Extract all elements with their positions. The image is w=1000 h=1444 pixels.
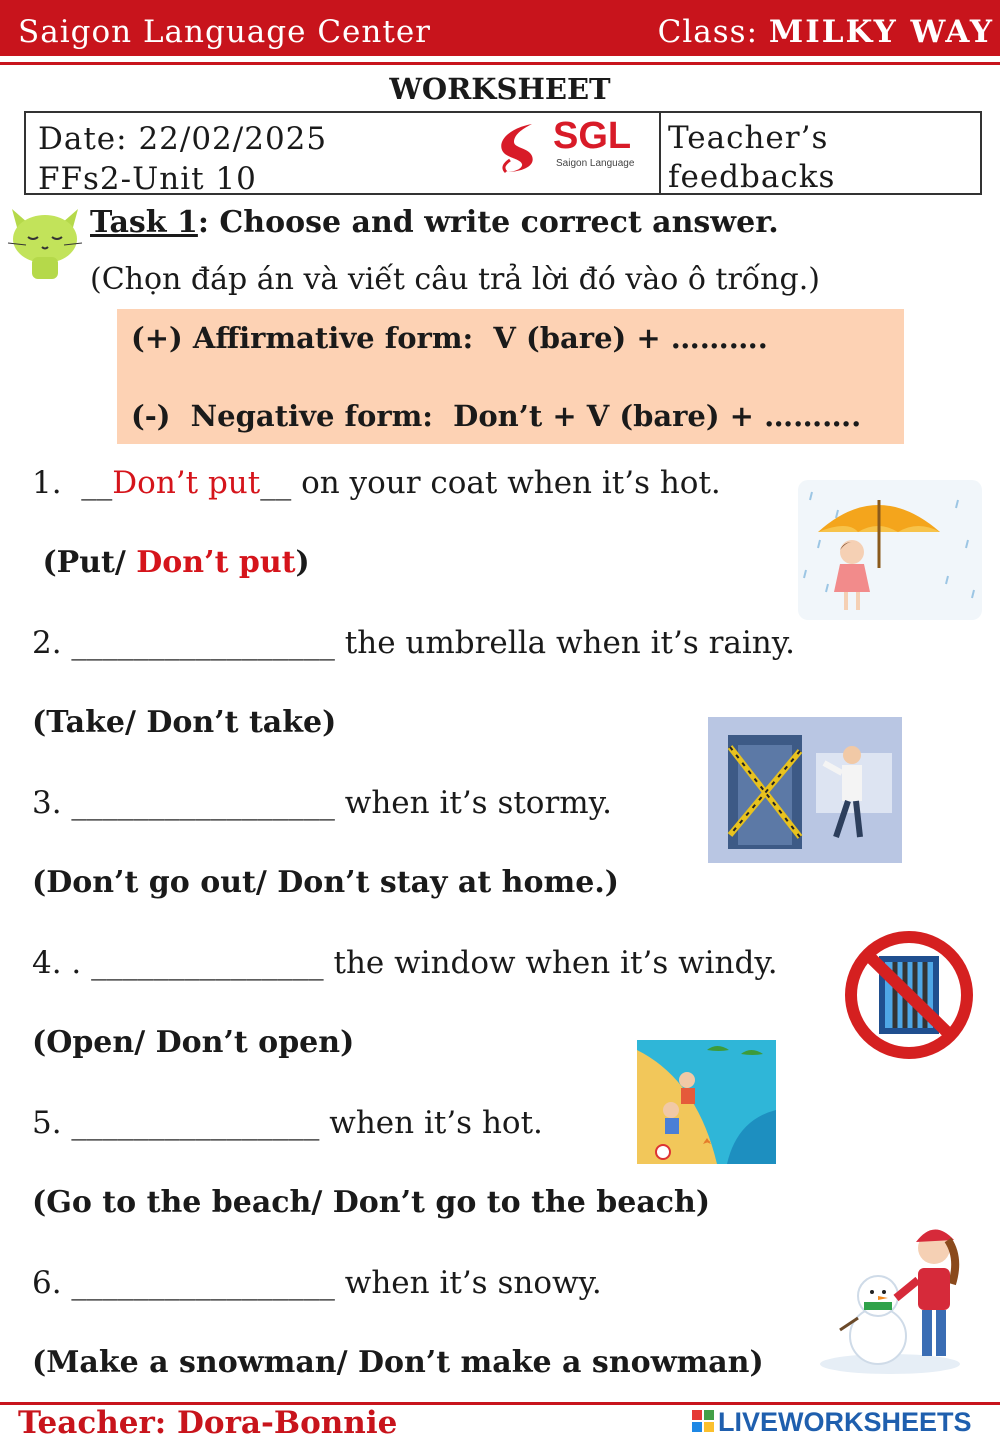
question-1-text: __ on your coat when it’s hot. bbox=[260, 465, 721, 501]
question-2[interactable]: 2. _________________ the umbrella when it’s rainy. bbox=[32, 625, 796, 661]
option-selected: Don’t put bbox=[136, 545, 296, 580]
question-6-options: (Make a snowman/ Don’t make a snowman) bbox=[32, 1345, 764, 1380]
task-instruction: : Choose and write correct answer. bbox=[197, 205, 779, 240]
question-5[interactable]: 5. ________________ when it’s hot. bbox=[32, 1105, 543, 1141]
grammar-rule-box bbox=[117, 309, 904, 444]
question-2-options: (Take/ Don’t take) bbox=[32, 705, 337, 740]
sgl-logo-text: SGL bbox=[553, 115, 632, 157]
sgl-logo-subtext: Saigon Language bbox=[556, 158, 635, 169]
class-label bbox=[658, 14, 994, 50]
no-window-sign-image bbox=[843, 930, 975, 1060]
cat-face-icon bbox=[4, 201, 86, 281]
option-close: ) bbox=[295, 545, 310, 580]
option-open: (Put/ bbox=[32, 545, 137, 580]
unit-text: FFs2-Unit 10 bbox=[38, 161, 257, 197]
question-3[interactable]: 3. _________________ when it’s stormy. bbox=[32, 785, 612, 821]
task-heading bbox=[90, 205, 779, 240]
negative-rule: (-) Negative form: Don’t + V (bare) + ………. bbox=[131, 399, 862, 433]
question-1-answer[interactable]: Don’t put bbox=[112, 465, 261, 501]
girl-snowman-image bbox=[818, 1218, 972, 1376]
question-5-options: (Go to the beach/ Don’t go to the beach) bbox=[32, 1185, 711, 1220]
task-subtitle: (Chọn đáp án và viết câu trả lời đó vào ô trống.) bbox=[90, 262, 820, 297]
question-6[interactable]: 6. _________________ when it’s snowy. bbox=[32, 1265, 602, 1301]
closed-door-image bbox=[708, 717, 902, 863]
question-1-number: 1. __ bbox=[32, 465, 113, 501]
class-prefix: Class: bbox=[657, 14, 769, 50]
class-name: MILKY WAY bbox=[768, 14, 994, 50]
question-4-options: (Open/ Don’t open) bbox=[32, 1025, 355, 1060]
info-divider bbox=[659, 113, 661, 193]
task-label: Task 1 bbox=[90, 205, 198, 240]
question-3-options: (Don’t go out/ Don’t stay at home.) bbox=[32, 865, 619, 900]
liveworksheets-icon bbox=[692, 1410, 714, 1432]
girl-umbrella-image bbox=[798, 480, 982, 620]
liveworksheets-logo[interactable]: LIVEWORKSHEETS bbox=[718, 1407, 972, 1437]
worksheet-title: WORKSHEET bbox=[389, 72, 611, 106]
beach-kids-image bbox=[637, 1040, 776, 1164]
header-divider bbox=[0, 62, 1000, 65]
question-1 bbox=[32, 465, 721, 501]
date-text: Date: 22/02/2025 bbox=[38, 121, 328, 157]
question-1-options bbox=[32, 545, 310, 580]
affirmative-rule: (+) Affirmative form: V (bare) + ………. bbox=[131, 321, 768, 355]
teacher-name: Teacher: Dora-Bonnie bbox=[18, 1405, 398, 1441]
center-name: Saigon Language Center bbox=[18, 14, 431, 50]
teacher-feedback-label: Teacher’s feedbacks bbox=[668, 120, 836, 195]
question-4[interactable]: 4. . _______________ the window when it’s windy. bbox=[32, 945, 778, 981]
